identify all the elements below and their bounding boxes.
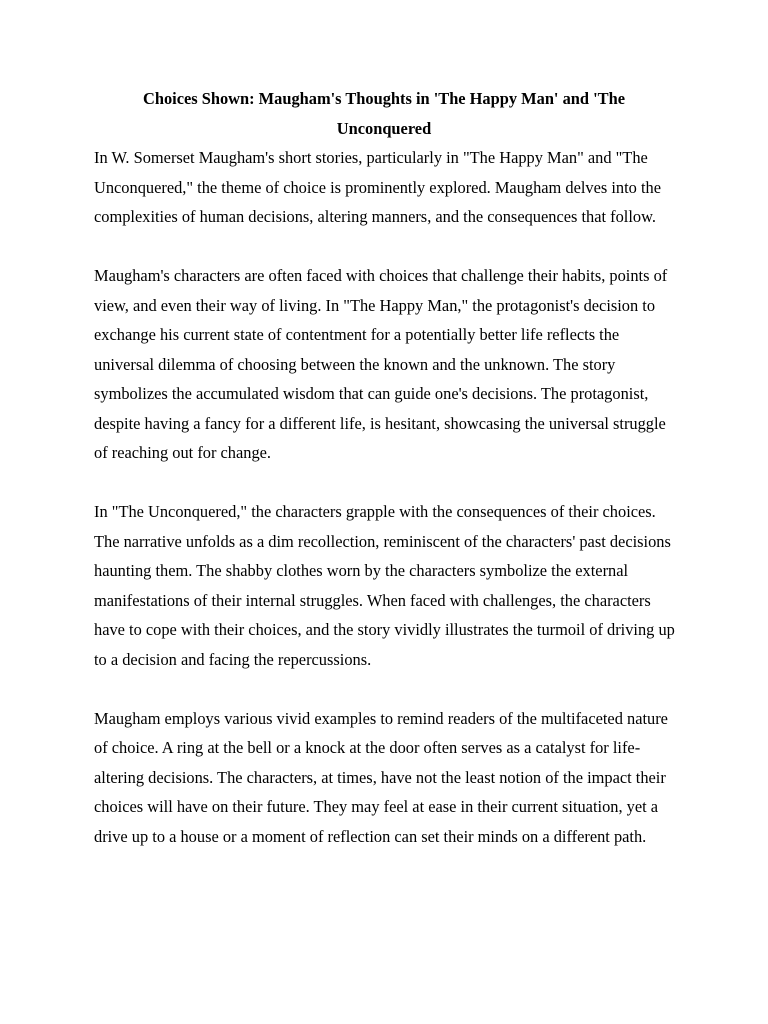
document-title: Choices Shown: Maugham's Thoughts in 'The Happy Man' and 'The Unconquered — [143, 89, 625, 138]
paragraph-4: Maugham employs various vivid examples to remind readers of the multifaceted nature of choice. A ring at the bell or a knock at the door often serves as a catalyst for life-altering decisions. The characters, at times, have not the least notion of the impact their choices will have on their future. They may feel at ease in their current situation, yet a drive up to a house or a moment of reflection can set their minds on a different path. — [94, 708, 668, 846]
paragraph-1: In W. Somerset Maugham's short stories, particularly in "The Happy Man" and "The Unconquered," the theme of choice is prominently explored. Maugham delves into the complexities of human decisions, altering manners, and the consequences that follow. — [94, 148, 661, 226]
paragraph-3: In "The Unconquered," the characters grapple with the consequences of their choices. The narrative unfolds as a dim recollection, reminiscent of the characters' past decisions haunting them. The shabby clothes worn by the characters symbolize the external manifestations of their internal struggles. When faced with challenges, the characters have to cope with their choices, and the story vividly illustrates the turmoil of driving up to a decision and facing the repercussions. — [94, 502, 675, 669]
paragraph-2: Maugham's characters are often faced with choices that challenge their habits, points of view, and even their way of living. In "The Happy Man," the protagonist's decision to exchange his current state of contentment for a potentially better life reflects the universal dilemma of choosing between the known and the unknown. The story symbolizes the accumulated wisdom that can guide one's decisions. The protagonist, despite having a fancy for a different life, is hesitant, showcasing the universal struggle of reaching out for change. — [94, 266, 668, 462]
document-body — [94, 143, 679, 881]
